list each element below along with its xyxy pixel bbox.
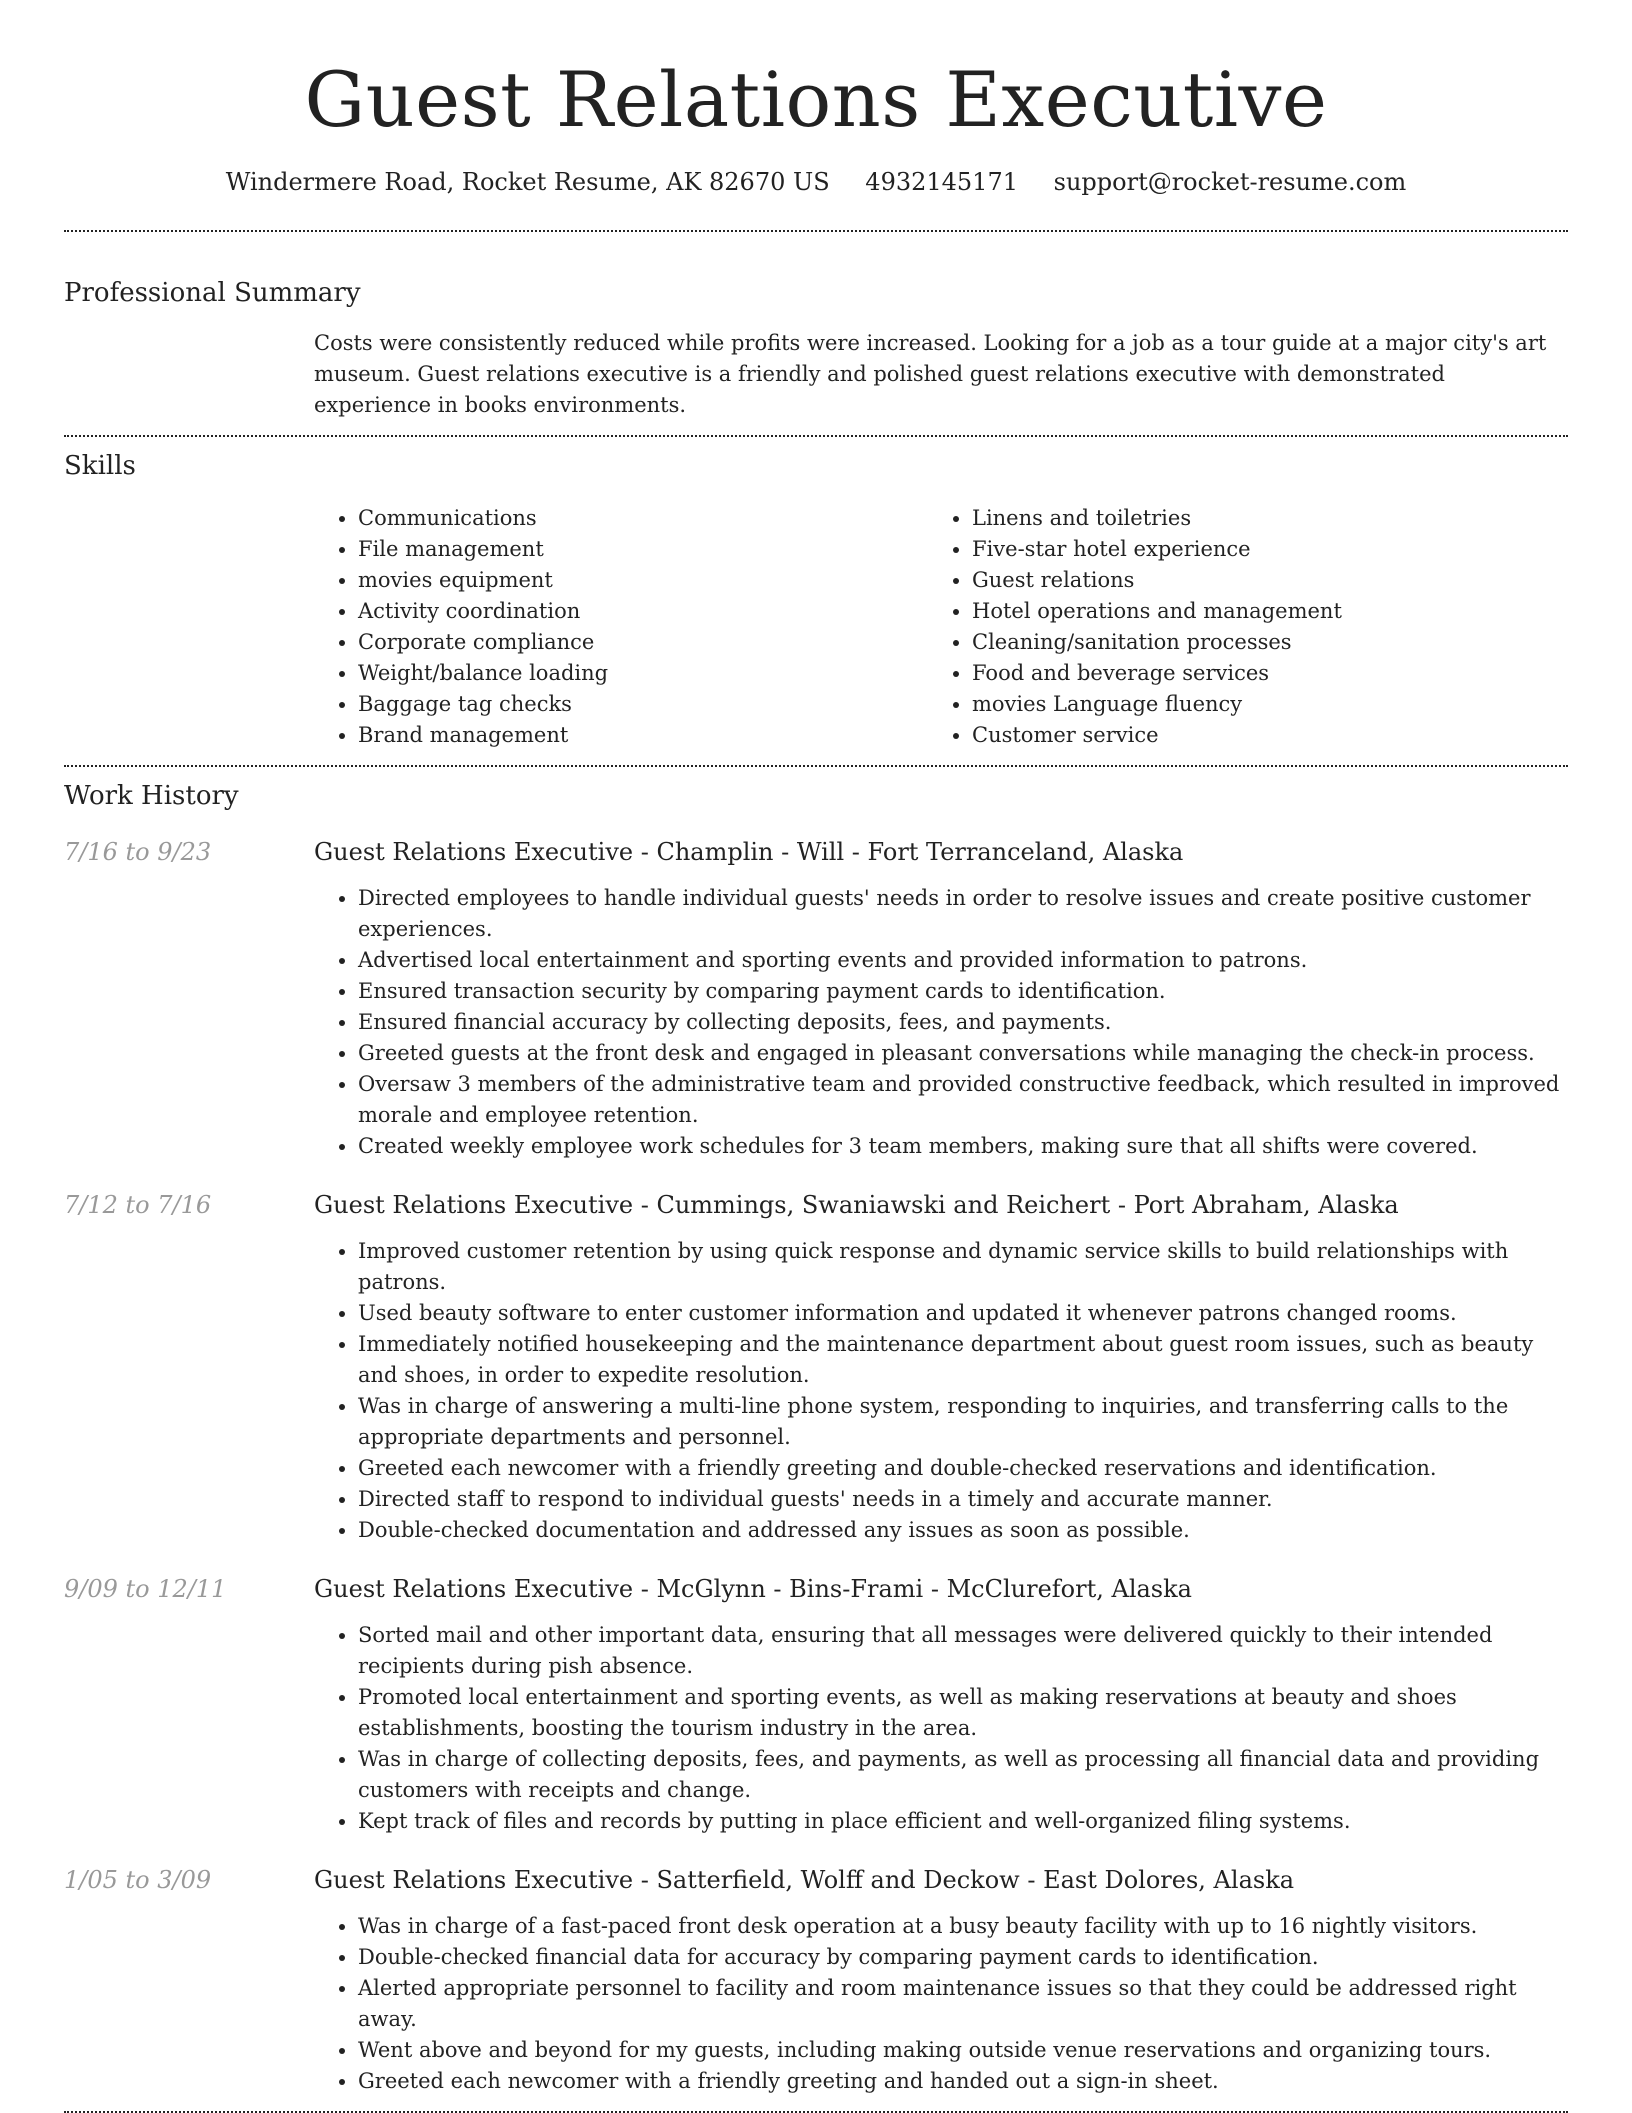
job-title: Guest Relations Executive - Cummings, Swaniawski and Reichert - Port Abraham, Alaska (314, 1191, 1399, 1219)
skill-item: • Hotel operations and management (972, 596, 1542, 627)
contact-line (64, 166, 1568, 198)
job-bullet: • Promoted local entertainment and sporting events, as well as making reservations at beauty and shoes establishments, boosting the tourism industry in the area. (358, 1682, 1568, 1744)
skill-item: • Brand management (358, 720, 928, 751)
skill-item: • Activity coordination (358, 596, 928, 627)
job-dates: 7/16 to 9/23 (64, 838, 212, 866)
skills-heading: Skills (64, 451, 136, 481)
job-bullet: • Immediately notified housekeeping and the maintenance department about guest room issues, such as beauty and shoes, in order to expedite resolution. (358, 1329, 1568, 1391)
skills-section (64, 437, 1568, 751)
job-bullet: • Improved customer retention by using quick response and dynamic service skills to build relationships with patrons. (358, 1236, 1568, 1298)
job-bullet: • Directed staff to respond to individual guests' needs in a timely and accurate manner. (358, 1484, 1568, 1515)
job-bullet: • Was in charge of answering a multi-line phone system, responding to inquiries, and transferring calls to the appropriate departments and personnel. (358, 1391, 1568, 1453)
skill-item: • Guest relations (972, 565, 1542, 596)
job-title: Guest Relations Executive - McGlynn - Bins-Frami - McClurefort, Alaska (314, 1575, 1192, 1603)
job-bullet: • Went above and beyond for my guests, including making outside venue reservations and organizing tours. (358, 2035, 1568, 2066)
skill-item: • File management (358, 534, 928, 565)
job-bullet: • Directed employees to handle individual guests' needs in order to resolve issues and create positive customer experiences. (358, 883, 1568, 945)
job-bullet: • Kept track of files and records by putting in place efficient and well-organized filing systems. (358, 1806, 1568, 1837)
job-bullet: • Created weekly employee work schedules for 3 team members, making sure that all shifts were covered. (358, 1131, 1568, 1162)
summary-text: Costs were consistently reduced while profits were increased. Looking for a job as a tour guide at a major city's art museum. Guest relations executive is a friendly and polished guest relations executive with demonstrated experience in books environments. (314, 331, 1547, 417)
job-entry (64, 1572, 1568, 1837)
job-bullet: • Double-checked documentation and addressed any issues as soon as possible. (358, 1515, 1568, 1546)
skill-item: • Weight/balance loading (358, 658, 928, 689)
job-bullet: • Ensured financial accuracy by collecting deposits, fees, and payments. (358, 1007, 1568, 1038)
job-entry (64, 1863, 1568, 2097)
skills-list-left (314, 503, 928, 751)
job-details (314, 1863, 1568, 2097)
job-bullet: • Was in charge of a fast-paced front desk operation at a busy beauty facility with up to 16 nightly visitors. (358, 1911, 1568, 1942)
skill-item: • movies equipment (358, 565, 928, 596)
job-bullets (314, 1620, 1568, 1837)
skill-item: • movies Language fluency (972, 689, 1542, 720)
job-bullets (314, 1236, 1568, 1546)
job-dates: 7/12 to 7/16 (64, 1191, 212, 1219)
work-heading: Work History (64, 781, 239, 811)
skills-list-right (928, 503, 1542, 751)
skill-item: • Cleaning/sanitation processes (972, 627, 1542, 658)
job-dates: 1/05 to 3/09 (64, 1866, 212, 1894)
job-bullet: • Advertised local entertainment and sporting events and provided information to patrons. (358, 945, 1568, 976)
summary-heading: Professional Summary (64, 278, 361, 308)
job-bullet: • Used beauty software to enter customer information and updated it whenever patrons changed rooms. (358, 1298, 1568, 1329)
job-details (314, 1572, 1568, 1837)
job-bullet: • Was in charge of collecting deposits, fees, and payments, as well as processing all financial data and providing customers with receipts and change. (358, 1744, 1568, 1806)
job-bullets (314, 883, 1568, 1162)
phone-text: 4932145171 (865, 168, 1018, 196)
skills-grid (314, 503, 1568, 751)
job-bullet: • Oversaw 3 members of the administrative team and provided constructive feedback, which resulted in improved morale and employee retention. (358, 1069, 1568, 1131)
summary-section (64, 232, 1568, 421)
job-title: Guest Relations Executive - Champlin - Will - Fort Terranceland, Alaska (314, 838, 1184, 866)
job-bullet: • Alerted appropriate personnel to facility and room maintenance issues so that they could be addressed right away. (358, 1973, 1568, 2035)
job-entry (64, 835, 1568, 1162)
job-details (314, 835, 1568, 1162)
work-section (64, 767, 1568, 2097)
job-bullet: • Ensured transaction security by comparing payment cards to identification. (358, 976, 1568, 1007)
job-bullet: • Greeted guests at the front desk and engaged in pleasant conversations while managing the check-in process. (358, 1038, 1568, 1069)
skill-item: • Five-star hotel experience (972, 534, 1542, 565)
skill-item: • Corporate compliance (358, 627, 928, 658)
skill-item: • Linens and toiletries (972, 503, 1542, 534)
job-bullet: • Double-checked financial data for accuracy by comparing payment cards to identification. (358, 1942, 1568, 1973)
job-details (314, 1188, 1568, 1546)
job-entry (64, 1188, 1568, 1546)
job-bullets (314, 1911, 1568, 2097)
skill-item: • Baggage tag checks (358, 689, 928, 720)
skill-item: • Food and beverage services (972, 658, 1542, 689)
skill-item: • Customer service (972, 720, 1542, 751)
address-text: Windermere Road, Rocket Resume, AK 82670 US (225, 168, 830, 196)
email-text: support@rocket-resume.com (1053, 168, 1407, 196)
resume-name: Guest Relations Executive (304, 55, 1328, 144)
job-bullet: • Greeted each newcomer with a friendly greeting and handed out a sign-in sheet. (358, 2066, 1568, 2097)
job-bullet: • Greeted each newcomer with a friendly greeting and double-checked reservations and identification. (358, 1453, 1568, 1484)
job-dates: 9/09 to 12/11 (64, 1575, 227, 1603)
job-title: Guest Relations Executive - Satterfield, Wolff and Deckow - East Dolores, Alaska (314, 1866, 1295, 1894)
skill-item: • Communications (358, 503, 928, 534)
job-bullet: • Sorted mail and other important data, ensuring that all messages were delivered quickly to their intended recipients during pish absence. (358, 1620, 1568, 1682)
